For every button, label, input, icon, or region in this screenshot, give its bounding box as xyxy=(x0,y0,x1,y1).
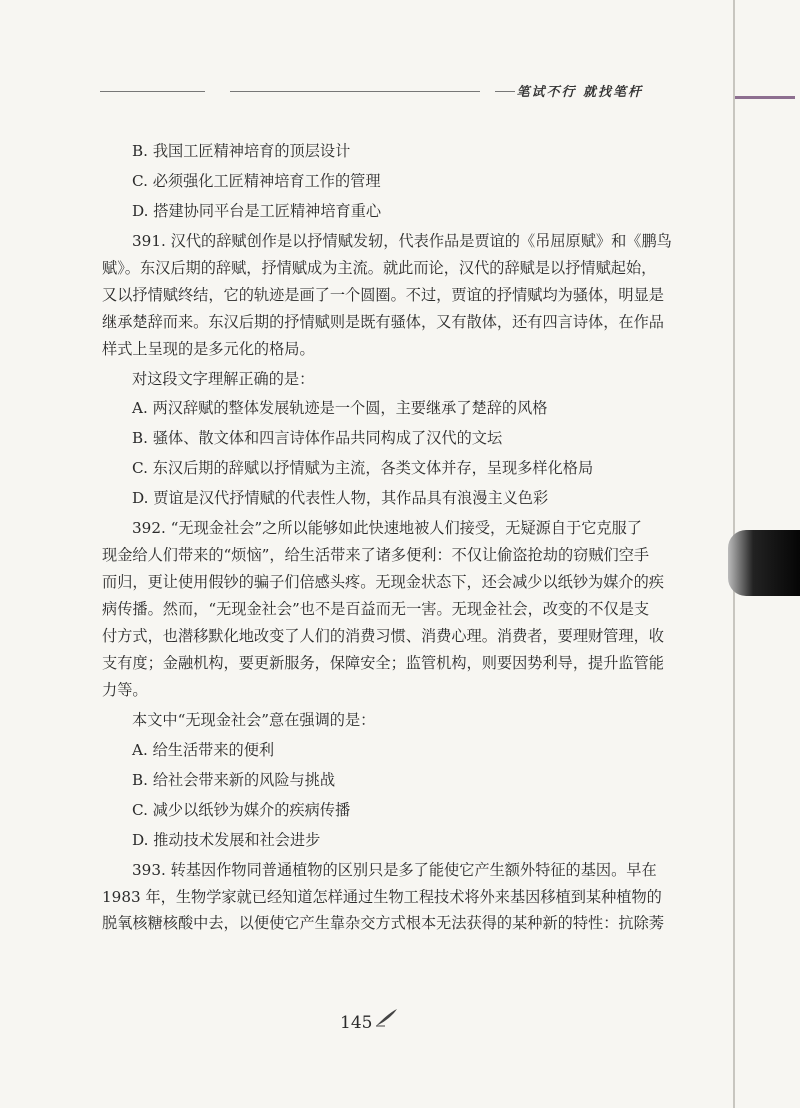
prev-option-d: D. 搭建协同平台是工匠精神培育重心 xyxy=(132,201,382,220)
prev-option-c: C. 必须强化工匠精神培育工作的管理 xyxy=(132,171,381,190)
page-footer xyxy=(340,1008,398,1033)
q392-passage-line: 力等。 xyxy=(102,680,148,699)
q392-option-a: A. 给生活带来的便利 xyxy=(132,740,275,759)
page-content xyxy=(102,138,672,937)
q391-option-a: A. 两汉辞赋的整体发展轨迹是一个圆，主要继承了楚辞的风格 xyxy=(132,399,548,418)
header-rule-middle xyxy=(230,91,480,92)
q392-passage-line: 支有度；金融机构，要更新服务，保障安全；监管机构，则要因势利导，提升监管能 xyxy=(102,653,664,672)
q393-passage-line: 1983 年，生物学家就已经知道怎样通过生物工程技术将外来基因移植到某种植物的 xyxy=(102,887,662,906)
q392-passage-line: 而归，更让使用假钞的骗子们倍感头疼。无现金状态下，还会减少以纸钞为媒介的疾 xyxy=(102,573,664,592)
q392-passage-line: 392. “无现金社会”之所以能够如此快速地被人们接受，无疑源自于它克服了 xyxy=(132,519,642,538)
prev-option-b: B. 我国工匠精神培育的顶层设计 xyxy=(132,142,351,160)
q391-passage-line: 又以抒情赋终结，它的轨迹是画了一个圆圈。不过，贾谊的抒情赋均为骚体，明显是 xyxy=(102,285,664,304)
q391-question: 对这段文字理解正确的是： xyxy=(132,369,315,388)
q392-option-d: D. 推动技术发展和社会进步 xyxy=(132,830,321,849)
header-rule-left xyxy=(100,91,205,92)
q392-passage-line: 付方式，也潜移默化地改变了人们的消费习惯、消费心理。消费者，要理财管理，收 xyxy=(102,626,664,645)
running-header xyxy=(100,78,645,104)
page-edge-mark xyxy=(735,96,795,99)
q391-passage-line: 继承楚辞而来。东汉后期的抒情赋则是既有骚体，又有散体，还有四言诗体，在作品 xyxy=(102,312,664,331)
q393-passage-line: 脱氧核糖核酸中去，以便使它产生靠杂交方式根本无法获得的某种新的特性：抗除莠 xyxy=(102,914,664,933)
q391-option-b: B. 骚体、散文体和四言诗体作品共同构成了汉代的文坛 xyxy=(132,429,503,448)
q392-passage-line: 病传播。然而，“无现金社会”也不是百益而无一害。无现金社会，改变的不仅是支 xyxy=(102,600,650,619)
page-number: 145 xyxy=(340,1013,373,1033)
quill-icon xyxy=(374,1008,398,1033)
header-slogan: 笔试不行 就找笔杆 xyxy=(516,85,643,100)
q393-passage-line: 393. 转基因作物同普通植物的区别只是多了能使它产生额外特征的基因。早在 xyxy=(132,860,657,879)
q392-option-c: C. 减少以纸钞为媒介的疾病传播 xyxy=(132,800,351,819)
header-rule-right xyxy=(495,91,515,92)
q392-option-b: B. 给社会带来新的风险与挑战 xyxy=(132,770,336,789)
q391-passage-line: 赋》。东汉后期的辞赋，抒情赋成为主流。就此而论，汉代的辞赋是以抒情赋起始， xyxy=(102,258,657,277)
q392-question: 本文中“无现金社会”意在强调的是： xyxy=(132,710,376,729)
q391-option-c: C. 东汉后期的辞赋以抒情赋为主流，各类文体并存，呈现多样化格局 xyxy=(132,459,594,478)
q392-passage-line: 现金给人们带来的“烦恼”，给生活带来了诸多便利：不仅让偷盗抢劫的窃贼们空手 xyxy=(102,546,650,565)
q391-passage-line: 样式上呈现的是多元化的格局。 xyxy=(102,339,315,358)
page-edge-shadow xyxy=(728,530,800,596)
q391-passage-line: 391. 汉代的辞赋创作是以抒情赋发轫，代表作品是贾谊的《吊屈原赋》和《鹏鸟 xyxy=(132,231,672,250)
q391-option-d: D. 贾谊是汉代抒情赋的代表性人物，其作品具有浪漫主义色彩 xyxy=(132,489,549,508)
